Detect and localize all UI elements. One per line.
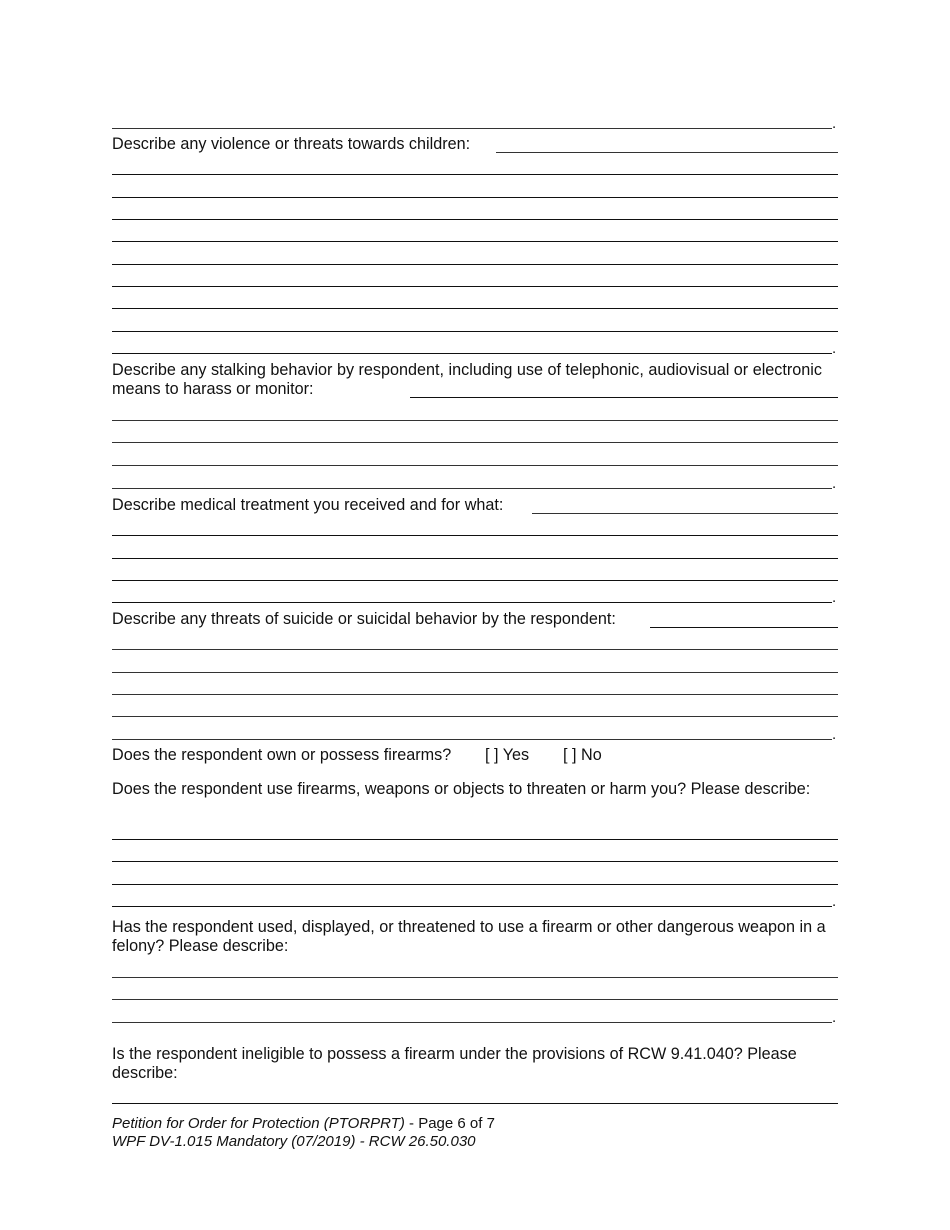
- line-period: .: [832, 589, 837, 606]
- line-period: .: [832, 726, 837, 743]
- suicide-answer-line[interactable]: [112, 672, 838, 673]
- stalking-answer-line[interactable]: [112, 442, 838, 443]
- medical-answer-line[interactable]: [112, 558, 838, 559]
- suicide-answer-line[interactable]: [112, 649, 838, 650]
- firearms-yes-option[interactable]: [485, 746, 529, 765]
- firearms-own-label: Does the respondent own or possess firearms?: [112, 746, 452, 764]
- no-label: No: [581, 746, 602, 764]
- form-title: Petition for Order for Protection (PTORPRT): [112, 1115, 405, 1132]
- yes-checkbox[interactable]: [ ]: [485, 746, 499, 764]
- page-footer: [112, 1115, 495, 1151]
- stalking-answer-line[interactable]: [112, 420, 838, 421]
- suicide-answer-line[interactable]: [112, 716, 838, 717]
- line-period: .: [832, 340, 837, 357]
- firearms-no-option[interactable]: [563, 746, 602, 765]
- felony-question: Has the respondent used, displayed, or threatened to use a firearm or other dangerous weapon in a felony? Please describe:: [112, 918, 826, 955]
- felony-answer-line[interactable]: [112, 999, 838, 1000]
- medical-answer-line[interactable]: [112, 535, 838, 536]
- medical-question: Describe medical treatment you received and for what:: [112, 496, 504, 514]
- line-period: .: [832, 1009, 837, 1026]
- no-checkbox[interactable]: [ ]: [563, 746, 577, 764]
- children-answer-line[interactable]: [112, 197, 838, 198]
- stalking-answer-line[interactable]: [112, 465, 838, 466]
- stalking-question: Describe any stalking behavior by respondent, including use of telephonic, audiovisual or electronic means to harass or monitor:: [112, 361, 822, 398]
- firearms-use-answer-line[interactable]: [112, 861, 838, 862]
- suicide-answer-field[interactable]: [650, 627, 838, 628]
- children-answer-line[interactable]: [112, 241, 838, 242]
- children-answer-field[interactable]: [496, 152, 838, 153]
- yes-label: Yes: [502, 746, 530, 764]
- footer-line-2: [112, 1133, 495, 1151]
- answer-line[interactable]: [112, 128, 832, 129]
- line-period: .: [832, 893, 837, 910]
- children-answer-line[interactable]: [112, 353, 832, 354]
- children-answer-line[interactable]: [112, 174, 838, 175]
- line-period: .: [832, 115, 837, 132]
- firearms-use-answer-line[interactable]: [112, 839, 838, 840]
- ineligible-answer-line[interactable]: [112, 1103, 838, 1104]
- children-answer-line[interactable]: [112, 331, 838, 332]
- medical-answer-field[interactable]: [532, 513, 838, 514]
- stalking-answer-field[interactable]: [410, 397, 838, 398]
- firearms-own-question: [112, 746, 451, 765]
- firearms-use-answer-line[interactable]: [112, 884, 838, 885]
- firearms-use-question: Does the respondent use firearms, weapons or objects to threaten or harm you? Please describe:: [112, 780, 811, 798]
- suicide-question: Describe any threats of suicide or suicidal behavior by the respondent:: [112, 610, 616, 628]
- suicide-answer-line[interactable]: [112, 694, 838, 695]
- firearms-use-answer-line[interactable]: [112, 906, 832, 907]
- children-question: Describe any violence or threats towards children:: [112, 135, 471, 153]
- felony-answer-line[interactable]: [112, 1022, 832, 1023]
- medical-answer-line[interactable]: [112, 602, 832, 603]
- children-answer-line[interactable]: [112, 219, 838, 220]
- medical-answer-line[interactable]: [112, 580, 838, 581]
- footer-line-1: [112, 1115, 495, 1133]
- children-answer-line[interactable]: [112, 286, 838, 287]
- children-answer-line[interactable]: [112, 264, 838, 265]
- felony-answer-line[interactable]: [112, 977, 838, 978]
- line-period: .: [832, 475, 837, 492]
- ineligible-question: Is the respondent ineligible to possess a firearm under the provisions of RCW 9.41.040? Please describe:: [112, 1045, 797, 1082]
- form-id: WPF DV-1.015 Mandatory (07/2019) - RCW 26.50.030: [112, 1133, 476, 1150]
- stalking-answer-line[interactable]: [112, 488, 832, 489]
- children-answer-line[interactable]: [112, 308, 838, 309]
- suicide-answer-line[interactable]: [112, 739, 832, 740]
- page-info: - Page 6 of 7: [404, 1115, 495, 1132]
